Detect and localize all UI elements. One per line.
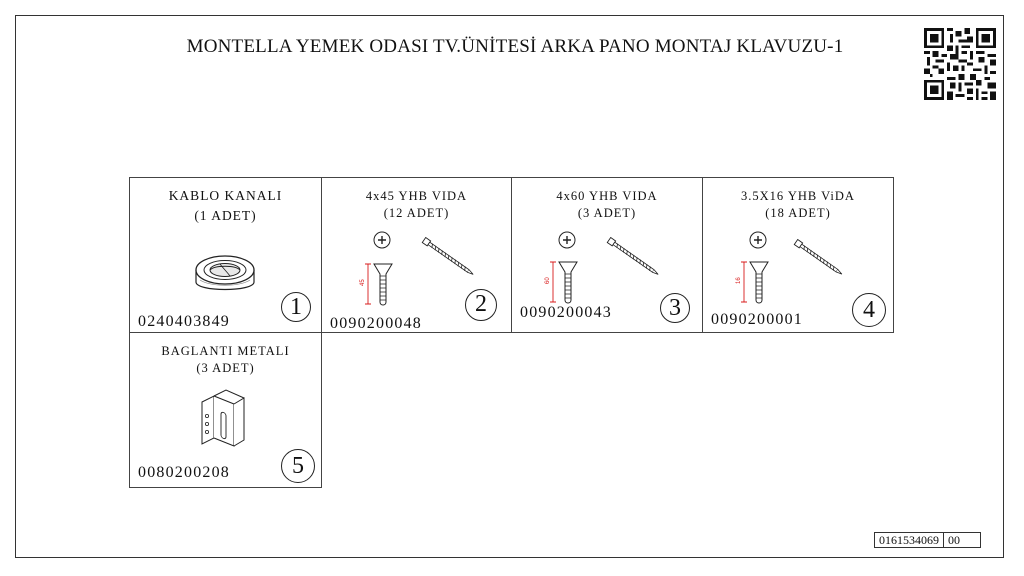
part-code: 0080200208 xyxy=(138,464,230,481)
part-name: 4x60 YHB VIDA xyxy=(556,189,658,203)
screw-icon xyxy=(352,228,482,308)
part-title xyxy=(703,188,893,222)
dimension-label: 60 xyxy=(545,277,551,284)
part-title xyxy=(322,188,511,222)
phillips-head-icon xyxy=(750,232,766,248)
part-number: 3 xyxy=(660,293,690,323)
part-code: 0090200043 xyxy=(520,304,612,321)
part-name: BAGLANTI METALI xyxy=(161,344,290,358)
part-code: 0240403849 xyxy=(138,313,230,330)
part-quantity: (1 ADET) xyxy=(194,208,257,223)
part-name: 3.5X16 YHB ViDA xyxy=(741,189,855,203)
part-title xyxy=(130,343,321,377)
part-cell-2 xyxy=(321,177,512,333)
part-cell-3 xyxy=(511,177,703,333)
part-name: KABLO KANALI xyxy=(168,188,283,203)
document-revision: 00 xyxy=(943,533,980,547)
part-cell-5 xyxy=(129,332,322,488)
part-cell-4 xyxy=(702,177,894,333)
screw-icon xyxy=(537,228,667,308)
qr-code-icon xyxy=(924,28,996,100)
part-number: 5 xyxy=(281,449,315,483)
dimension-label: 16 xyxy=(736,277,742,284)
part-title xyxy=(512,188,702,222)
part-cell-1 xyxy=(129,177,322,333)
part-quantity: (18 ADET) xyxy=(765,206,831,220)
dimension-label: 45 xyxy=(360,279,366,286)
document-code-box xyxy=(874,532,981,548)
part-quantity: (3 ADET) xyxy=(577,206,637,220)
part-number: 1 xyxy=(281,292,311,322)
part-code: 0090200001 xyxy=(711,311,803,328)
page-title: MONTELLA YEMEK ODASI TV.ÜNİTESİ ARKA PANO MONTAJ KLAVUZU-1 xyxy=(186,36,844,57)
part-number: 2 xyxy=(465,289,497,321)
part-quantity: (12 ADET) xyxy=(383,206,450,220)
phillips-head-icon xyxy=(559,232,575,248)
screw-icon xyxy=(728,228,858,308)
part-name: 4x45 YHB VIDA xyxy=(365,189,468,203)
document-code: 0161534069 xyxy=(879,533,939,547)
part-code: 0090200048 xyxy=(330,315,422,332)
part-number: 4 xyxy=(852,293,886,327)
part-title xyxy=(130,186,321,226)
cable-grommet-icon xyxy=(190,252,260,302)
phillips-head-icon xyxy=(374,232,390,248)
connection-bracket-icon xyxy=(192,388,252,450)
part-quantity: (3 ADET) xyxy=(196,361,255,375)
